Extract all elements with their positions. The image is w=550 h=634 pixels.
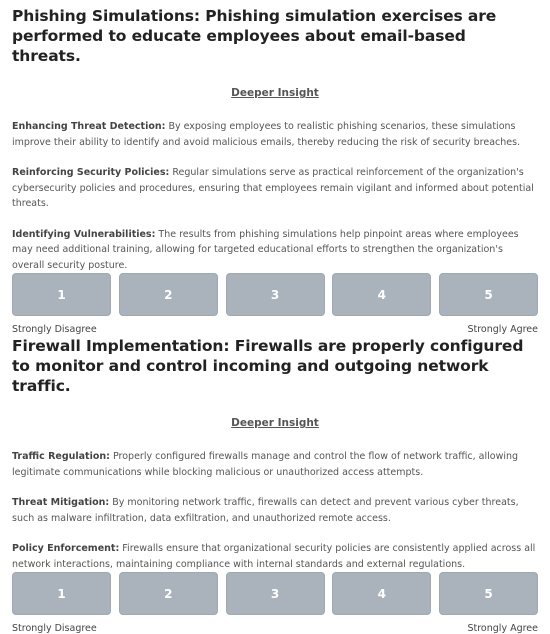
rating-scale-labels [12,623,538,634]
scale-high-label: Strongly Agree [467,324,538,335]
question-title: Phishing Simulations: Phishing simulation exercises are performed to educate employees about email-based threats. [12,7,497,65]
rating-scale [12,572,538,615]
insight-point [12,495,538,526]
insight-point [12,227,538,274]
rating-scale-labels [12,324,538,335]
insight-point-text: Properly configured firewalls manage and control the flow of network traffic, allowing legitimate communications while blocking malicious or unauthorized access attempts. [12,451,519,478]
rating-button-1[interactable]: 1 [12,273,111,316]
scale-low-label: Strongly Disagree [12,623,97,634]
insight-point [12,165,538,212]
insight-point-text: By monitoring network traffic, firewalls can detect and prevent various cyber threats, such as malware infiltration, data exfiltration, and unauthorized remote access. [12,497,519,524]
insight-point-title: Enhancing Threat Detection: [12,121,166,132]
insight-point [12,119,538,150]
insight-point [12,449,538,480]
scale-low-label: Strongly Disagree [12,324,97,335]
insight-point-text: Regular simulations serve as practical reinforcement of the organization's cybersecurity policies and procedures, ensuring that employees remain vigilant and informed about potential threats. [12,167,534,209]
insight-point [12,541,538,572]
rating-scale [12,273,538,316]
insight-point-text: The results from phishing simulations help pinpoint areas where employees may need additional training, allowing for targeted educational efforts to strengthen the organization's overall security posture. [12,228,519,271]
deeper-insight-link[interactable]: Deeper Insight [231,87,319,99]
rating-button-3[interactable]: 3 [226,273,325,316]
rating-button-5[interactable]: 5 [439,572,538,615]
rating-button-4[interactable]: 4 [332,273,431,316]
rating-button-1[interactable]: 1 [12,572,111,615]
question-title: Firewall Implementation: Firewalls are properly configured to monitor and control incoming and outgoing network traffic. [12,337,524,395]
insight-point-text: Firewalls ensure that organizational security policies are consistently applied across all network interactions, maintaining compliance with internal standards and external regulations. [12,543,536,570]
rating-button-5[interactable]: 5 [439,273,538,316]
insight-point-title: Identifying Vulnerabilities: [12,228,156,240]
question-firewall-implementation [12,336,538,634]
rating-button-3[interactable]: 3 [226,572,325,615]
insight-point-title: Policy Enforcement: [12,543,120,554]
insight-point-title: Threat Mitigation: [12,497,110,508]
rating-button-2[interactable]: 2 [119,572,218,615]
question-phishing-simulations [12,6,538,336]
insight-point-title: Reinforcing Security Policies: [12,167,170,178]
insight-point-text: By exposing employees to realistic phishing scenarios, these simulations improve their ability to identify and avoid malicious emails, thereby reducing the risk of security breaches. [12,121,521,148]
scale-high-label: Strongly Agree [467,623,538,634]
insight-point-title: Traffic Regulation: [12,451,110,462]
rating-button-4[interactable]: 4 [332,572,431,615]
rating-button-2[interactable]: 2 [119,273,218,316]
deeper-insight-link[interactable]: Deeper Insight [231,417,319,429]
